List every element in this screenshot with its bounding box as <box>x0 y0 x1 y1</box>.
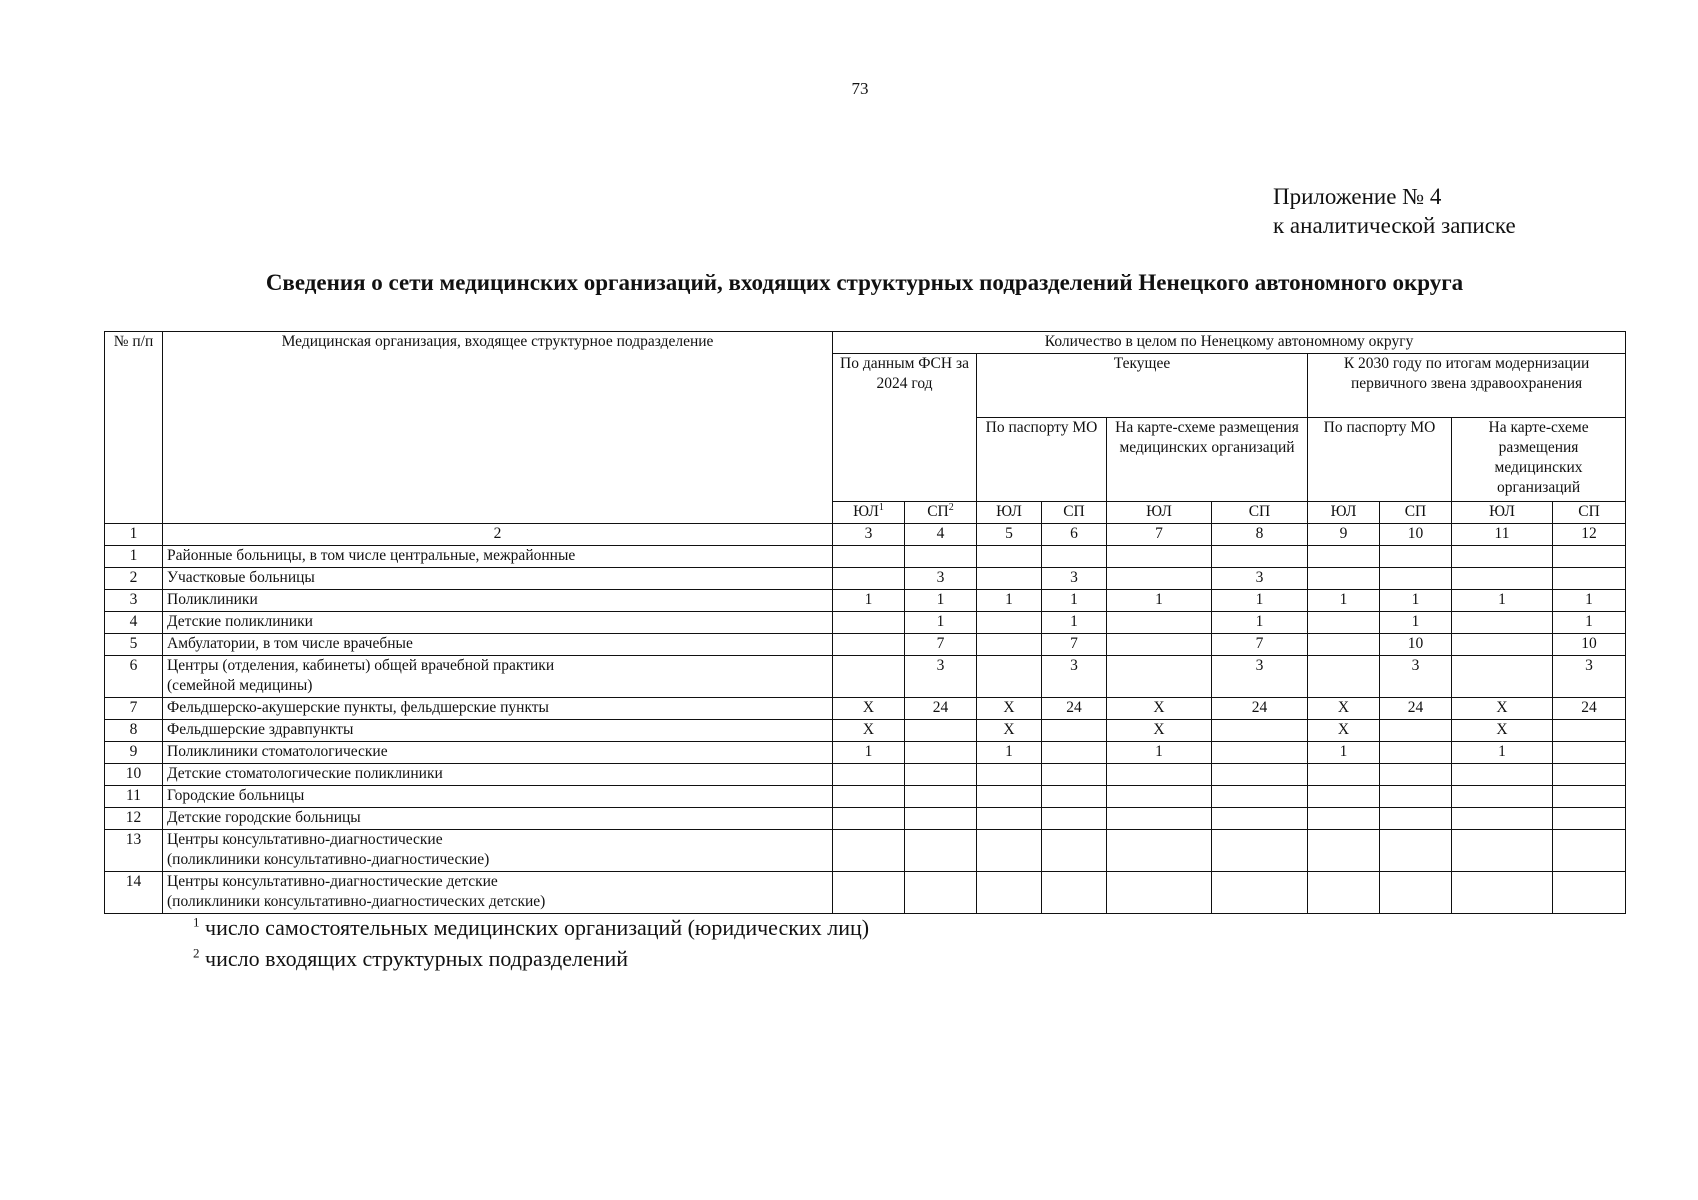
row-value-cell <box>833 830 905 872</box>
row-value-cell <box>977 612 1042 634</box>
column-number-cell: 4 <box>905 524 977 546</box>
row-org-name-line: Центры консультативно-диагностические <box>167 831 443 848</box>
row-org-name-line: Поликлиники <box>167 591 258 608</box>
row-value-cell <box>833 764 905 786</box>
row-value-cell <box>1308 546 1380 568</box>
row-number: 10 <box>105 764 163 786</box>
row-value-cell <box>1553 742 1626 764</box>
row-value-cell: 1 <box>905 590 977 612</box>
row-org-name-line: Детские поликлиники <box>167 613 313 630</box>
row-value-cell: 24 <box>1042 698 1107 720</box>
network-table <box>104 331 1626 914</box>
header-2030-passport: По паспорту МО <box>1308 418 1452 502</box>
row-value-cell <box>905 720 977 742</box>
row-value-cell <box>1553 764 1626 786</box>
row-value-cell <box>1380 808 1452 830</box>
row-number: 1 <box>105 546 163 568</box>
row-value-cell <box>905 742 977 764</box>
row-value-cell <box>1042 546 1107 568</box>
table-row <box>105 568 1626 590</box>
row-number: 6 <box>105 656 163 698</box>
subheader-sp-fsn <box>905 502 977 524</box>
header-2030: К 2030 году по итогам модернизации первичного звена здравоохранения <box>1308 354 1626 418</box>
row-value-cell <box>977 764 1042 786</box>
row-org-name-line: Участковые больницы <box>167 569 315 586</box>
row-value-cell <box>977 568 1042 590</box>
row-value-cell <box>1452 808 1553 830</box>
row-value-cell <box>1107 872 1212 914</box>
row-org-name <box>163 720 833 742</box>
row-value-cell <box>1553 808 1626 830</box>
row-value-cell <box>1553 568 1626 590</box>
row-value-cell: 7 <box>1212 634 1308 656</box>
column-number-cell: 8 <box>1212 524 1308 546</box>
header-current-map: На карте-схеме размещения медицинских организаций <box>1107 418 1308 502</box>
row-value-cell <box>1308 808 1380 830</box>
row-org-name <box>163 568 833 590</box>
row-value-cell <box>833 808 905 830</box>
table-row <box>105 742 1626 764</box>
row-value-cell <box>1380 872 1452 914</box>
column-number-cell: 6 <box>1042 524 1107 546</box>
row-value-cell: 1 <box>1042 612 1107 634</box>
row-value-cell <box>905 872 977 914</box>
row-value-cell: 1 <box>1452 742 1553 764</box>
row-value-cell <box>1308 764 1380 786</box>
row-value-cell: 1 <box>977 742 1042 764</box>
row-value-cell: 10 <box>1380 634 1452 656</box>
subheader-sp: СП <box>1553 502 1626 524</box>
row-value-cell: 1 <box>1380 590 1452 612</box>
row-org-name <box>163 546 833 568</box>
row-org-name-line: Районные больницы, в том числе центральные, межрайонные <box>167 547 576 564</box>
row-value-cell <box>1452 568 1553 590</box>
row-value-cell <box>1042 872 1107 914</box>
row-org-name <box>163 872 833 914</box>
row-number: 13 <box>105 830 163 872</box>
row-org-name-line: Детские стоматологические поликлиники <box>167 765 443 782</box>
row-value-cell <box>1107 830 1212 872</box>
row-value-cell <box>1553 546 1626 568</box>
row-value-cell <box>977 656 1042 698</box>
row-value-cell <box>1212 742 1308 764</box>
row-value-cell: 3 <box>1212 568 1308 590</box>
row-org-name-line: Фельдшерские здравпункты <box>167 721 354 738</box>
appendix-line-2: к аналитической записке <box>1273 213 1516 238</box>
row-value-cell <box>1308 568 1380 590</box>
table-row <box>105 872 1626 914</box>
subheader-sp: СП <box>1042 502 1107 524</box>
row-value-cell <box>833 634 905 656</box>
row-value-cell: 7 <box>1042 634 1107 656</box>
row-value-cell <box>1107 634 1212 656</box>
row-number: 7 <box>105 698 163 720</box>
row-value-cell <box>833 786 905 808</box>
row-value-cell <box>1452 764 1553 786</box>
row-value-cell <box>833 872 905 914</box>
row-value-cell <box>1380 568 1452 590</box>
row-value-cell <box>833 656 905 698</box>
subheader-sp: СП <box>1212 502 1308 524</box>
row-number: 9 <box>105 742 163 764</box>
column-number-cell: 2 <box>163 524 833 546</box>
row-value-cell: 3 <box>1042 656 1107 698</box>
row-value-cell <box>905 786 977 808</box>
row-value-cell: X <box>833 698 905 720</box>
row-value-cell: X <box>1452 720 1553 742</box>
row-org-name <box>163 786 833 808</box>
row-value-cell: 1 <box>1308 742 1380 764</box>
footnote-2-mark: 2 <box>193 945 200 961</box>
row-value-cell <box>1042 808 1107 830</box>
column-number-cell: 3 <box>833 524 905 546</box>
column-numbers <box>105 524 1626 546</box>
row-value-cell <box>1107 656 1212 698</box>
row-org-name-line: Поликлиники стоматологические <box>167 743 388 760</box>
row-value-cell <box>1380 830 1452 872</box>
row-number: 5 <box>105 634 163 656</box>
row-value-cell: 1 <box>1553 612 1626 634</box>
row-org-name-line-2: (поликлиники консультативно-диагностические) <box>167 851 490 868</box>
row-org-name <box>163 590 833 612</box>
table-row <box>105 830 1626 872</box>
row-value-cell <box>1553 830 1626 872</box>
row-org-name-line-2: (семейной медицины) <box>167 677 313 694</box>
row-value-cell: X <box>1308 698 1380 720</box>
row-value-cell: 1 <box>1212 590 1308 612</box>
row-number: 11 <box>105 786 163 808</box>
row-value-cell: 1 <box>1107 742 1212 764</box>
row-value-cell <box>1380 742 1452 764</box>
row-value-cell <box>977 808 1042 830</box>
row-value-cell <box>977 872 1042 914</box>
row-value-cell: 24 <box>1380 698 1452 720</box>
row-value-cell <box>1308 612 1380 634</box>
column-number-cell: 12 <box>1553 524 1626 546</box>
table-row <box>105 786 1626 808</box>
row-value-cell: 3 <box>1380 656 1452 698</box>
table-header <box>105 332 1626 524</box>
row-value-cell: 24 <box>1553 698 1626 720</box>
column-number-cell: 7 <box>1107 524 1212 546</box>
row-number: 3 <box>105 590 163 612</box>
row-number: 8 <box>105 720 163 742</box>
row-value-cell <box>1452 830 1553 872</box>
subheader-yul: ЮЛ <box>977 502 1042 524</box>
row-value-cell: X <box>1308 720 1380 742</box>
header-num: № п/п <box>105 332 163 524</box>
row-value-cell <box>905 546 977 568</box>
row-value-cell: X <box>977 698 1042 720</box>
row-value-cell <box>977 546 1042 568</box>
row-org-name-line-2: (поликлиники консультативно-диагностических детские) <box>167 893 546 910</box>
row-value-cell <box>1107 546 1212 568</box>
row-value-cell <box>1553 786 1626 808</box>
row-value-cell <box>1308 872 1380 914</box>
header-fsn: По данным ФСН за 2024 год <box>833 354 977 502</box>
row-value-cell <box>1042 786 1107 808</box>
row-value-cell <box>1212 872 1308 914</box>
column-number-cell: 10 <box>1380 524 1452 546</box>
row-value-cell: 1 <box>1107 590 1212 612</box>
table-row <box>105 698 1626 720</box>
footnote-1-text: число самостоятельных медицинских организаций (юридических лиц) <box>205 915 870 940</box>
row-number: 2 <box>105 568 163 590</box>
row-org-name <box>163 698 833 720</box>
row-value-cell <box>1452 786 1553 808</box>
row-value-cell <box>1452 612 1553 634</box>
footnote-2-text: число входящих структурных подразделений <box>205 946 629 971</box>
subheader-yul: ЮЛ <box>1308 502 1380 524</box>
table-row <box>105 808 1626 830</box>
row-org-name-line: Центры (отделения, кабинеты) общей врачебной практики <box>167 657 555 674</box>
table-row <box>105 590 1626 612</box>
column-number-cell: 9 <box>1308 524 1380 546</box>
row-org-name-line: Городские больницы <box>167 787 305 804</box>
row-value-cell <box>1107 764 1212 786</box>
column-number-cell: 5 <box>977 524 1042 546</box>
row-value-cell <box>1308 786 1380 808</box>
row-value-cell <box>1107 808 1212 830</box>
row-value-cell <box>833 568 905 590</box>
row-org-name-line: Центры консультативно-диагностические детские <box>167 873 498 890</box>
row-org-name <box>163 612 833 634</box>
row-value-cell: 3 <box>905 656 977 698</box>
footnote-2 <box>193 943 869 974</box>
row-value-cell <box>1308 830 1380 872</box>
row-value-cell: 7 <box>905 634 977 656</box>
row-value-cell <box>905 830 977 872</box>
table-row <box>105 634 1626 656</box>
row-value-cell: X <box>1452 698 1553 720</box>
row-value-cell: 1 <box>977 590 1042 612</box>
row-value-cell: 1 <box>1308 590 1380 612</box>
appendix-note <box>1273 182 1516 240</box>
row-value-cell <box>1042 830 1107 872</box>
subheader-yul-fsn <box>833 502 905 524</box>
row-value-cell <box>1107 786 1212 808</box>
row-value-cell: 3 <box>1042 568 1107 590</box>
row-value-cell: 1 <box>1380 612 1452 634</box>
row-org-name <box>163 656 833 698</box>
row-value-cell: 1 <box>1553 590 1626 612</box>
row-value-cell: 10 <box>1553 634 1626 656</box>
row-value-cell <box>1380 764 1452 786</box>
row-value-cell <box>1212 720 1308 742</box>
row-value-cell <box>1042 742 1107 764</box>
subheader-yul: ЮЛ <box>1452 502 1553 524</box>
row-org-name-line: Детские городские больницы <box>167 809 361 826</box>
row-number: 4 <box>105 612 163 634</box>
column-number-cell: 11 <box>1452 524 1553 546</box>
row-value-cell <box>1212 808 1308 830</box>
footnotes <box>193 912 869 974</box>
row-value-cell: 24 <box>905 698 977 720</box>
row-value-cell <box>833 612 905 634</box>
subheader-yul: ЮЛ <box>1107 502 1212 524</box>
row-value-cell: 3 <box>905 568 977 590</box>
header-current: Текущее <box>977 354 1308 418</box>
row-value-cell <box>1107 568 1212 590</box>
row-value-cell <box>1212 830 1308 872</box>
subheader-sp: СП <box>1380 502 1452 524</box>
row-value-cell <box>905 764 977 786</box>
row-value-cell <box>1452 634 1553 656</box>
header-2030-map: На карте-схеме размещения медицинских организаций <box>1452 418 1626 502</box>
row-value-cell: 1 <box>1212 612 1308 634</box>
footnote-1 <box>193 912 869 943</box>
row-value-cell <box>1212 764 1308 786</box>
row-value-cell <box>905 808 977 830</box>
row-value-cell <box>1380 546 1452 568</box>
row-value-cell <box>1380 786 1452 808</box>
row-value-cell: 1 <box>1452 590 1553 612</box>
row-value-cell <box>1308 656 1380 698</box>
header-total: Количество в целом по Ненецкому автономному округу <box>833 332 1626 354</box>
row-value-cell: 1 <box>905 612 977 634</box>
row-number: 14 <box>105 872 163 914</box>
row-value-cell <box>977 634 1042 656</box>
row-value-cell: 1 <box>833 590 905 612</box>
row-org-name <box>163 764 833 786</box>
footnote-1-mark: 1 <box>193 914 200 930</box>
header-org: Медицинская организация, входящее структурное подразделение <box>163 332 833 524</box>
row-org-name <box>163 830 833 872</box>
row-value-cell <box>977 830 1042 872</box>
row-value-cell <box>1212 786 1308 808</box>
table-row <box>105 656 1626 698</box>
table-row <box>105 764 1626 786</box>
table-body <box>105 546 1626 914</box>
row-value-cell: 24 <box>1212 698 1308 720</box>
row-value-cell: 1 <box>1042 590 1107 612</box>
row-value-cell: X <box>1107 698 1212 720</box>
row-value-cell: X <box>1107 720 1212 742</box>
footnote-mark-2: 2 <box>948 501 954 513</box>
document-title: Сведения о сети медицинских организаций, входящих структурных подразделений Ненецкого автономного округа <box>265 270 1464 295</box>
header-current-passport: По паспорту МО <box>977 418 1107 502</box>
footnote-mark-1: 1 <box>878 501 884 513</box>
row-value-cell <box>1553 872 1626 914</box>
column-number-row <box>105 524 1626 546</box>
row-value-cell <box>1212 546 1308 568</box>
column-number-cell: 1 <box>105 524 163 546</box>
row-value-cell <box>1452 872 1553 914</box>
row-value-cell <box>1452 656 1553 698</box>
row-value-cell <box>1042 720 1107 742</box>
row-number: 12 <box>105 808 163 830</box>
row-value-cell: 3 <box>1212 656 1308 698</box>
row-value-cell: 3 <box>1553 656 1626 698</box>
page-number: 73 <box>851 79 869 98</box>
row-value-cell <box>977 786 1042 808</box>
row-value-cell <box>1042 764 1107 786</box>
table-row <box>105 546 1626 568</box>
row-value-cell: 1 <box>833 742 905 764</box>
row-value-cell <box>1553 720 1626 742</box>
row-org-name <box>163 634 833 656</box>
row-org-name-line: Фельдшерско-акушерские пункты, фельдшерские пункты <box>167 699 549 716</box>
row-org-name-line: Амбулатории, в том числе врачебные <box>167 635 413 652</box>
row-org-name <box>163 808 833 830</box>
table-row <box>105 720 1626 742</box>
row-org-name <box>163 742 833 764</box>
row-value-cell: X <box>833 720 905 742</box>
row-value-cell: X <box>977 720 1042 742</box>
row-value-cell <box>1107 612 1212 634</box>
table-row <box>105 612 1626 634</box>
subheader-yul-label: ЮЛ <box>853 503 879 520</box>
row-value-cell <box>1452 546 1553 568</box>
row-value-cell <box>1308 634 1380 656</box>
subheader-sp-label: СП <box>927 503 949 520</box>
row-value-cell <box>1380 720 1452 742</box>
row-value-cell <box>833 546 905 568</box>
appendix-line-1: Приложение № 4 <box>1273 184 1442 209</box>
